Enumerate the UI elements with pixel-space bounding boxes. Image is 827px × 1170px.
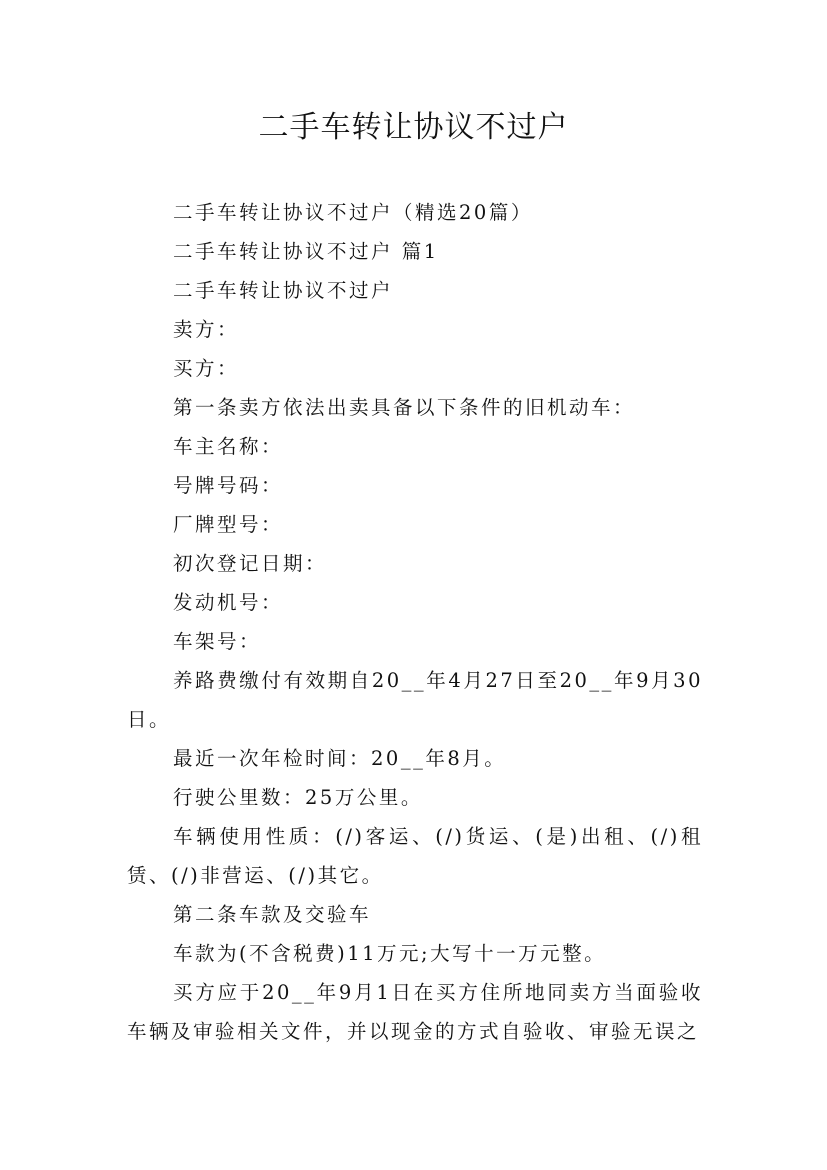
paragraph-mileage: 行驶公里数：25万公里。 (173, 786, 423, 809)
paragraph-subtitle: 二手车转让协议不过户（精选20篇） (173, 201, 533, 224)
paragraph-brand-model: 厂牌型号： (173, 513, 284, 536)
paragraph-seller: 卖方： (173, 318, 240, 341)
paragraph-section-heading: 二手车转让协议不过户 篇1 (173, 240, 439, 263)
paragraph-frame-number: 车架号： (173, 630, 262, 653)
paragraph-article-1: 第一条卖方依法出卖具备以下条件的旧机动车： (173, 396, 636, 419)
paragraph-usage-type: 车辆使用性质：(/)客运、(/)货运、(是)出租、(/)租赁、(/)非营运、(/)其它。 (127, 825, 703, 887)
document-body (127, 193, 703, 1051)
paragraph-first-registration: 初次登记日期： (173, 552, 328, 575)
paragraph-article-2: 第二条车款及交验车 (173, 903, 372, 926)
paragraph-contract-title: 二手车转让协议不过户 (173, 279, 394, 302)
paragraph-price: 车款为(不含税费)11万元;大写十一万元整。 (173, 942, 607, 965)
paragraph-inspection-terms: 买方应于20__年9月1日在买方住所地同卖方当面验收车辆及审验相关文件，并以现金的方式自验收、审验无误之 (127, 981, 703, 1043)
paragraph-plate-number: 号牌号码： (173, 474, 284, 497)
paragraph-owner-name: 车主名称： (173, 435, 284, 458)
paragraph-road-fee: 养路费缴付有效期自20__年4月27日至20__年9月30日。 (127, 669, 703, 731)
paragraph-buyer: 买方： (173, 357, 240, 380)
paragraph-annual-inspection: 最近一次年检时间：20__年8月。 (173, 747, 507, 770)
document-title: 二手车转让协议不过户 (258, 110, 569, 145)
paragraph-engine-number: 发动机号： (173, 591, 284, 614)
